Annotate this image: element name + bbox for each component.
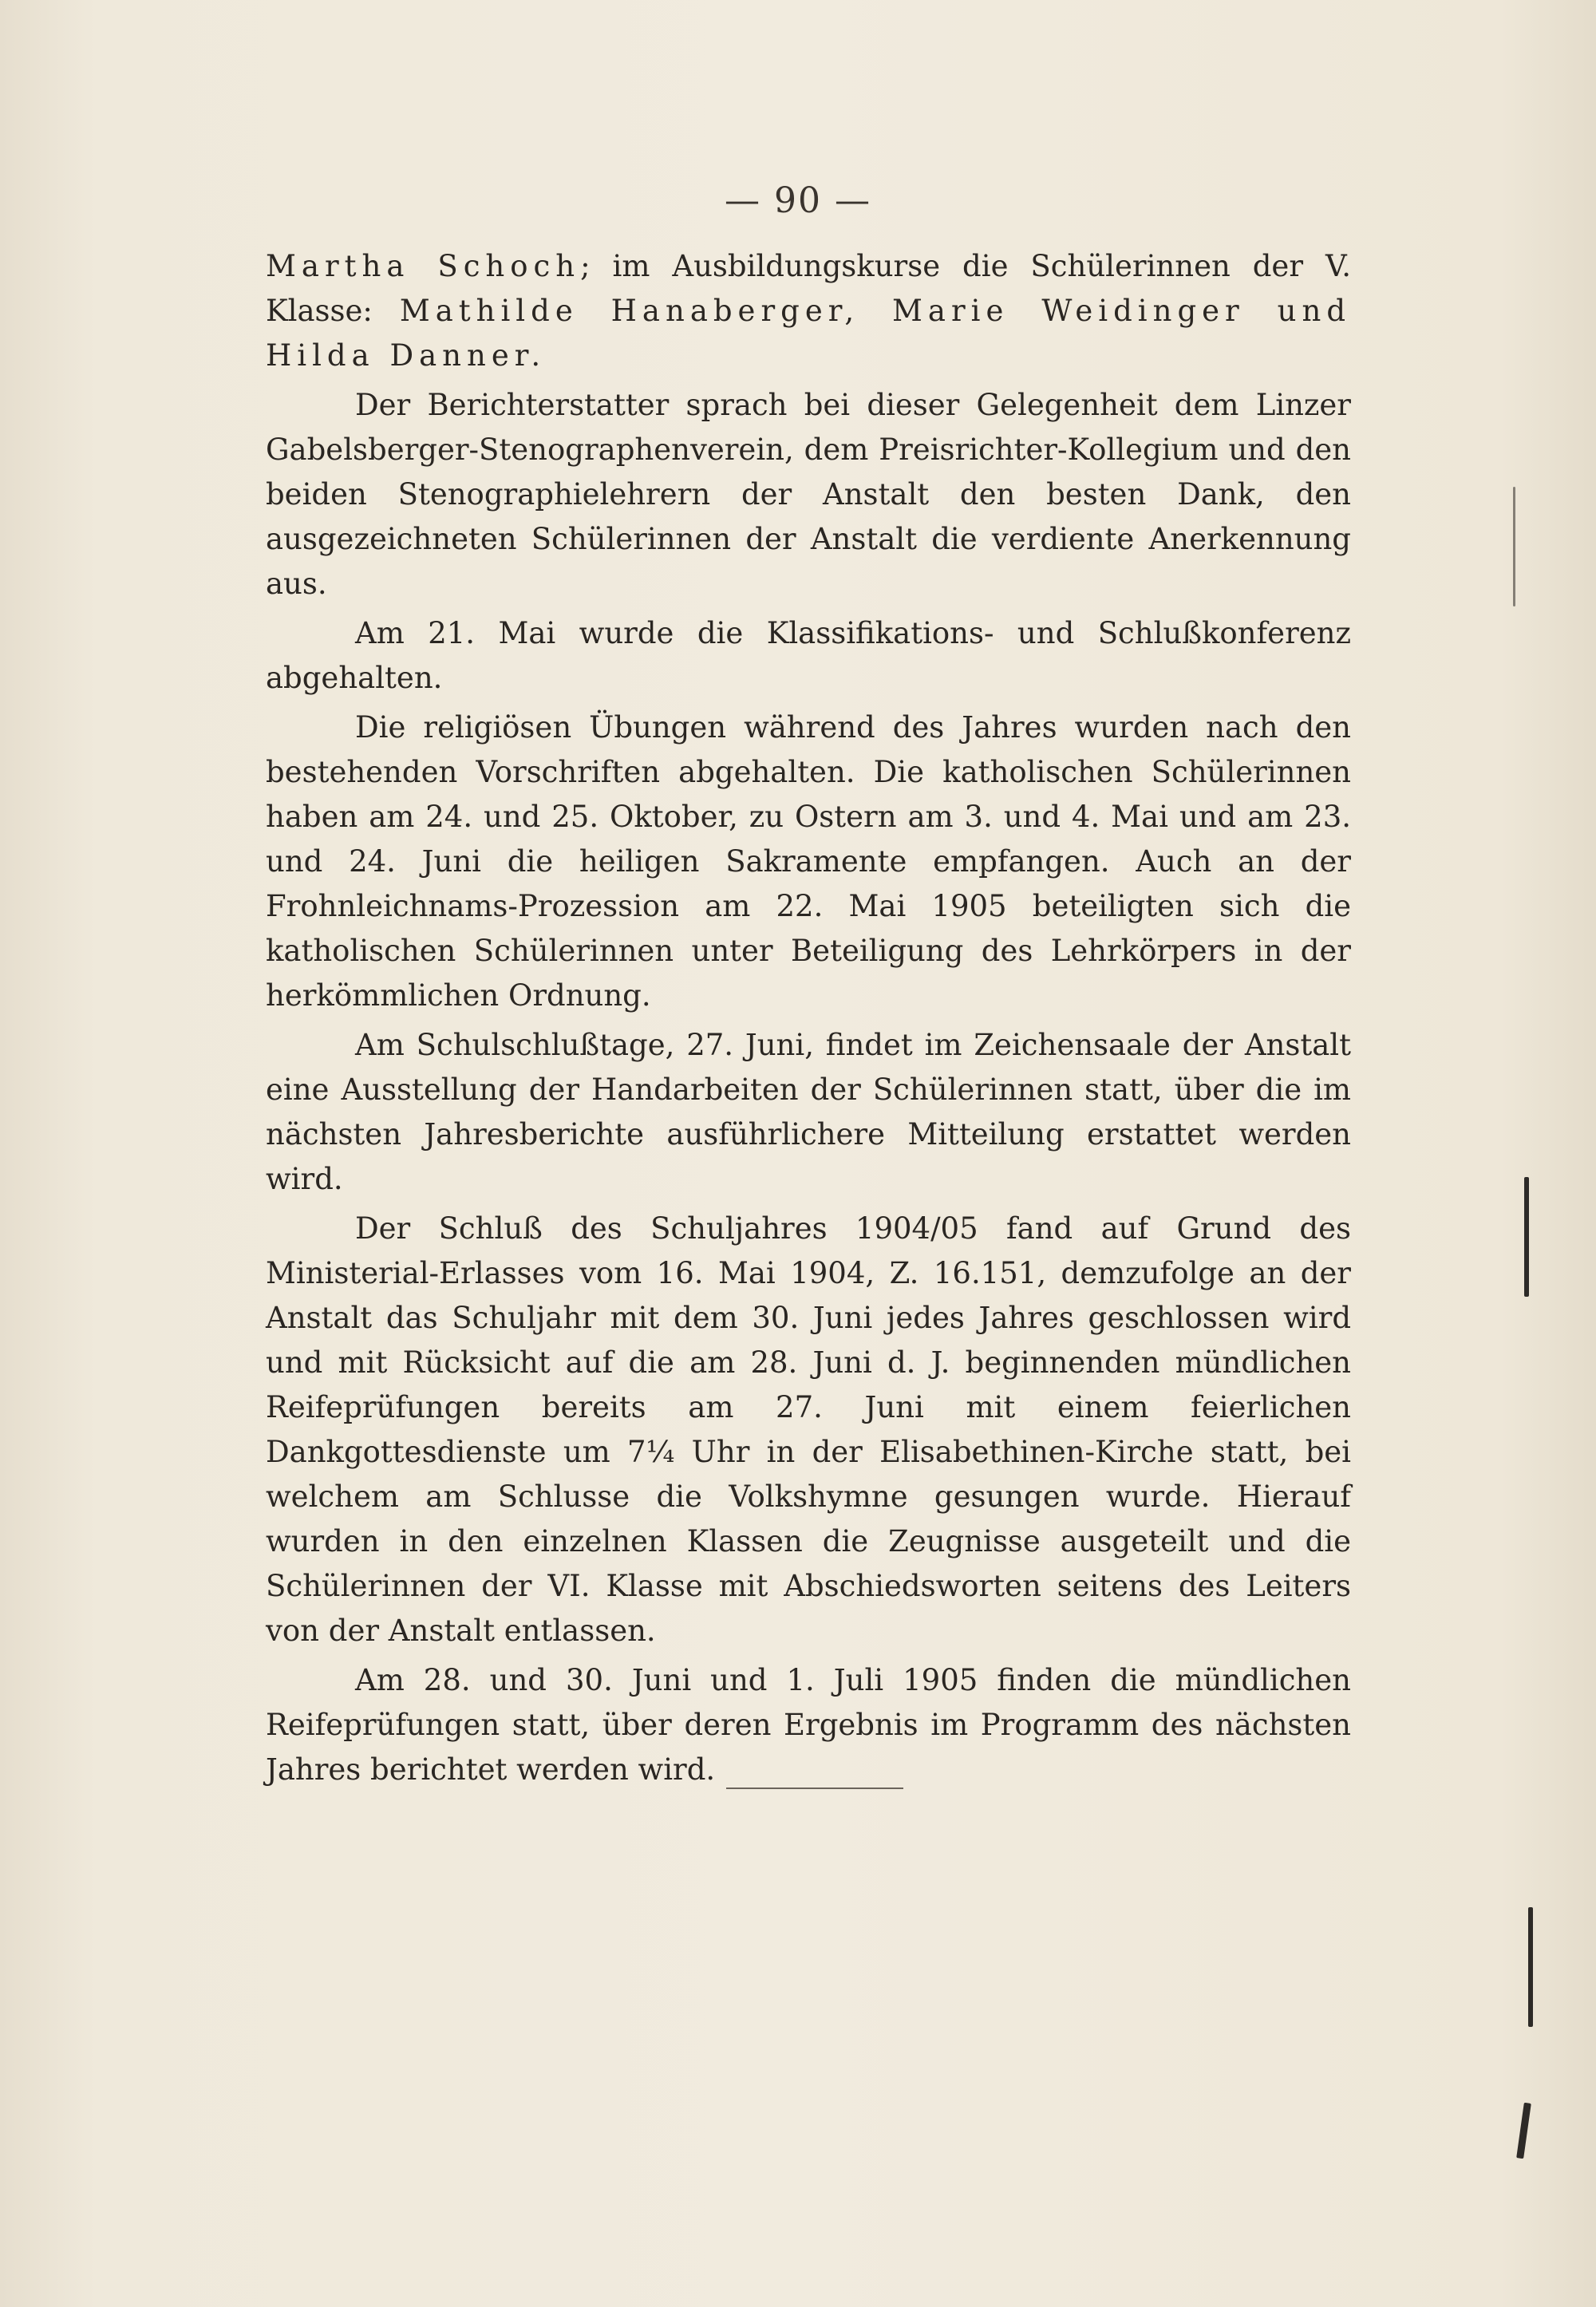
margin-mark	[1513, 487, 1515, 606]
paragraph-4: Die religiösen Übungen während des Jahres wurden nach den bestehenden Vorschriften abgehalten. Die katholischen Schülerinnen haben am 24. und 25. Oktober, zu Ostern am 3. und 4. Mai und am 23. und 24. Juni die heiligen Sakramente empfangen. Auch an der Frohnleichnams-Prozession am 22. Mai 1905 beteiligten sich die katholischen Schülerinnen unter Beteiligung des Lehrkörpers in der herkömmlichen Ordnung.	[266, 710, 1351, 1013]
paragraph-2: Der Berichterstatter sprach bei dieser Gelegenheit dem Linzer Gabelsberger-Stenographenverein, dem Preisrichter-Kollegium und den beiden Stenographielehrern der Anstalt den besten Dank, den ausgezeichneten Schülerinnen der Anstalt die verdiente Anerkennung aus.	[266, 388, 1351, 601]
paragraph-1	[266, 244, 1351, 378]
margin-mark	[1528, 1907, 1533, 2027]
paragraph-1-text: ; im Ausbildungskurse die Schülerinnen der V. Klasse:	[266, 249, 1351, 328]
margin-mark	[1516, 2103, 1531, 2159]
page-number: — 90 —	[725, 180, 871, 221]
closing-rule	[726, 1788, 903, 1789]
margin-mark	[1524, 1177, 1529, 1297]
paragraph-6: Der Schluß des Schuljahres 1904/05 fand auf Grund des Ministerial-Erlasses vom 16. Mai 1904, Z. 16.151, demzufolge an der Anstalt das Schuljahr mit dem 30. Juni jedes Jahres geschlossen wird und mit Rücksicht auf die am 28. Juni d. J. beginnenden mündlichen Reifeprüfungen bereits am 27. Juni mit einem feierlichen Dankgottesdienste um 7¼ Uhr in der Elisabethinen-Kirche statt, bei welchem am Schlusse die Volkshymne gesungen wurde. Hierauf wurden in den einzelnen Klassen die Zeugnisse ausgeteilt und die Schülerinnen der VI. Klasse mit Abschiedsworten seitens des Leiters von der Anstalt entlassen.	[266, 1211, 1351, 1648]
paragraph-5: Am Schulschlußtage, 27. Juni, findet im Zeichensaale der Anstalt eine Ausstellung der Handarbeiten der Schülerinnen statt, über die im nächsten Jahresberichte ausführlichere Mitteilung erstattet werden wird.	[266, 1028, 1351, 1196]
spaced-names: Mathilde Hanaberger, Marie Weidinger und Hilda Danner.	[266, 294, 1352, 373]
spaced-name-lead: Martha Schoch	[266, 249, 581, 283]
body-text	[266, 244, 1351, 1792]
paragraph-7: Am 28. und 30. Juni und 1. Juli 1905 finden die mündlichen Reifeprüfungen statt, über deren Ergebnis im Programm des nächsten Jahres berichtet werden wird.	[266, 1663, 1351, 1787]
paragraph-3: Am 21. Mai wurde die Klassifikations- und Schlußkonferenz abgehalten.	[266, 616, 1351, 695]
